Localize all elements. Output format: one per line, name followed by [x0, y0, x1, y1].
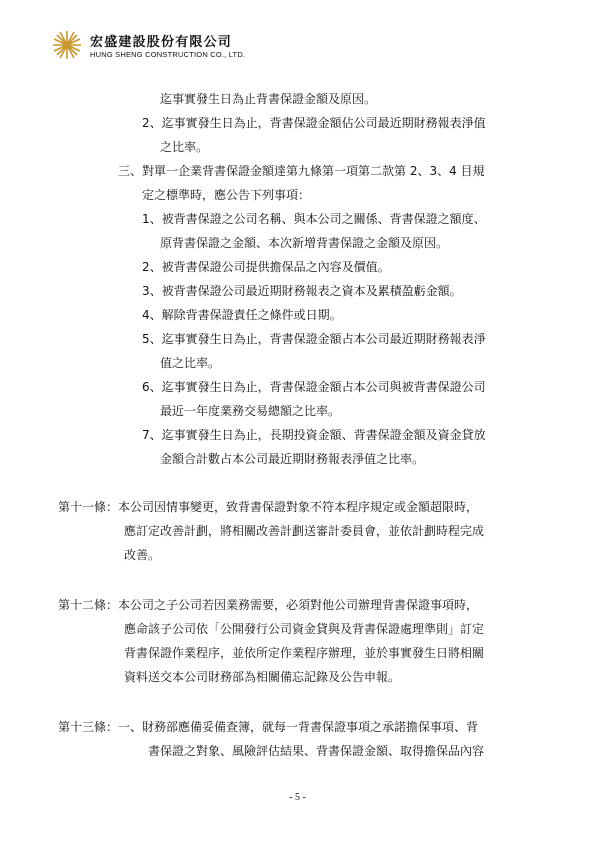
text-line: 1、被背書保證之公司名稱、與本公司之關係、背書保證之額度、 [142, 212, 486, 226]
text-line: 定之標準時，應公告下列事項： [142, 188, 311, 202]
text-line: 之比率。 [160, 140, 209, 154]
text-line: 5、迄事實發生日為止，背書保證金額占本公司最近期財務報表淨 [142, 332, 486, 346]
text-line: 原背書保證之金額、本次新增背書保證之金額及原因。 [160, 236, 449, 250]
text-line: 迄事實發生日為止背書保證金額及原因。 [160, 92, 377, 106]
text-line: 應命該子公司依「公開發行公司資金貸與及背書保證處理準則」訂定 [124, 622, 485, 636]
text-line: 2、被背書保證公司提供擔保品之內容及價值。 [142, 260, 390, 274]
text-line: 書保證之對象、風險評估結果、背書保證金額、取得擔保品內容 [148, 744, 485, 758]
text-line: 值之比率。 [160, 356, 221, 370]
text-line: 資料送交本公司財務部為相關備忘記錄及公告申報。 [124, 670, 401, 684]
company-name-en: HUNG SHENG CONSTRUCTION CO., LTD. [90, 50, 246, 59]
text-line: 2、迄事實發生日為止，背書保證金額佔公司最近期財務報表淨值 [142, 116, 486, 130]
text-line: 最近一年度業務交易總額之比率。 [160, 404, 341, 418]
text-line: 4、解除背書保證責任之條件或日期。 [142, 308, 342, 322]
company-name-cn: 宏盛建設股份有限公司 [90, 35, 233, 50]
article-11-heading: 第十一條：本公司因情事變更，致背書保證對象不符本程序規定或金額超限時， [58, 500, 479, 514]
page-number: - 5 - [289, 792, 306, 803]
company-logo-icon [50, 28, 84, 62]
article-12-heading: 第十二條：本公司之子公司若因業務需要，必須對他公司辦理背書保證事項時， [58, 598, 479, 612]
text-line: 改善。 [124, 548, 161, 562]
text-line: 金額合計數占本公司最近期財務報表淨值之比率。 [160, 452, 425, 466]
text-line: 背書保證作業程序，並依所定作業程序辦理，並於事實發生日將相關 [124, 646, 485, 660]
text-line: 7、迄事實發生日為止，長期投資金額、背書保證金額及資金貸放 [142, 428, 486, 442]
text-line: 應訂定改善計劃，將相關改善計劃送審計委員會，並依計劃時程完成 [124, 524, 485, 538]
text-line: 6、迄事實發生日為止，背書保證金額占本公司與被背書保證公司 [142, 380, 486, 394]
text-line: 3、被背書保證公司最近期財務報表之資本及累積盈虧金額。 [142, 284, 462, 298]
article-13-heading: 第十三條：一、財務部應備妥備查簿，就每一背書保證事項之承諾擔保事項、背 [58, 720, 479, 734]
text-line: 三、對單一企業背書保證金額達第九條第一項第二款第 2、3、4 目規 [118, 164, 485, 178]
